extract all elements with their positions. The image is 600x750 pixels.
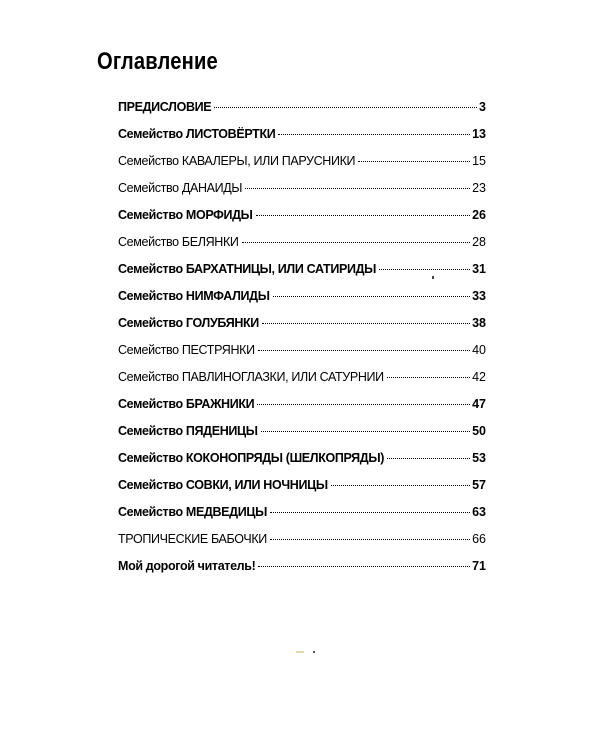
toc-entry-label: Мой дорогой читатель! (118, 559, 256, 573)
dot-leader (262, 323, 470, 324)
toc-entry-page: 23 (472, 181, 486, 195)
dot-leader (242, 242, 471, 243)
toc-entry (118, 100, 486, 127)
dot-leader (214, 107, 477, 108)
toc-entry (118, 127, 486, 154)
toc-entry-page: 13 (472, 127, 486, 141)
toc-entry (118, 532, 486, 559)
dot-leader (387, 377, 470, 378)
dot-leader (387, 458, 470, 459)
toc-entry-page: 15 (472, 154, 486, 168)
toc-entry (118, 235, 486, 262)
toc-entry-page: 57 (472, 478, 486, 492)
dot-leader (261, 431, 470, 432)
toc-entry-label: Семейство БАРХАТНИЦЫ, ИЛИ САТИРИДЫ (118, 262, 377, 276)
toc-entry-page: 71 (472, 559, 486, 573)
toc-entry (118, 343, 486, 370)
toc-entry (118, 208, 486, 235)
table-of-contents (118, 100, 486, 586)
toc-entry-label: ПРЕДИСЛОВИЕ (118, 100, 212, 114)
dot-leader (258, 350, 470, 351)
toc-entry-page: 31 (472, 262, 486, 276)
print-speck (313, 651, 315, 653)
toc-entry (118, 559, 486, 586)
toc-entry-label: Семейство ГОЛУБЯНКИ (118, 316, 259, 330)
toc-entry-page: 33 (472, 289, 486, 303)
toc-entry (118, 289, 486, 316)
toc-entry (118, 181, 486, 208)
toc-entry-page: 26 (472, 208, 486, 222)
dot-leader (245, 188, 470, 189)
toc-entry-label: Семейство ПЕСТРЯНКИ (118, 343, 255, 357)
toc-entry-page: 3 (479, 100, 486, 114)
dot-leader (258, 566, 470, 567)
toc-entry-page: 42 (472, 370, 486, 384)
toc-entry (118, 505, 486, 532)
dot-leader (273, 296, 470, 297)
dot-leader (358, 161, 470, 162)
print-speck (296, 651, 304, 653)
page-title: Оглавление (97, 48, 218, 75)
toc-entry-page: 40 (472, 343, 486, 357)
toc-entry-label: Семейство ДАНАИДЫ (118, 181, 243, 195)
toc-entry-page: 53 (472, 451, 486, 465)
toc-entry (118, 316, 486, 343)
dot-leader (257, 404, 470, 405)
toc-entry-label: Семейство НИМФАЛИДЫ (118, 289, 270, 303)
toc-entry-page: 47 (472, 397, 486, 411)
toc-entry-label: Семейство ПЯДЕНИЦЫ (118, 424, 258, 438)
dot-leader (331, 485, 470, 486)
dot-leader (379, 269, 470, 270)
dot-leader (270, 512, 470, 513)
toc-entry-page: 28 (472, 235, 486, 249)
toc-entry-label: Семейство КАВАЛЕРЫ, ИЛИ ПАРУСНИКИ (118, 154, 356, 168)
toc-entry (118, 370, 486, 397)
toc-entry-label: Семейство КОКОНОПРЯДЫ (ШЕЛКОПРЯДЫ) (118, 451, 385, 465)
print-speck (432, 276, 434, 279)
toc-entry-page: 38 (472, 316, 486, 330)
dot-leader (270, 539, 470, 540)
toc-entry-page: 50 (472, 424, 486, 438)
toc-entry-label: Семейство БРАЖНИКИ (118, 397, 255, 411)
toc-entry-label: Семейство ПАВЛИНОГЛАЗКИ, ИЛИ САТУРНИИ (118, 370, 384, 384)
toc-entry-label: Семейство МЕДВЕДИЦЫ (118, 505, 268, 519)
toc-entry-label: ТРОПИЧЕСКИЕ БАБОЧКИ (118, 532, 267, 546)
toc-entry (118, 397, 486, 424)
toc-entry-page: 63 (472, 505, 486, 519)
dot-leader (278, 134, 470, 135)
toc-entry (118, 451, 486, 478)
toc-entry (118, 424, 486, 451)
toc-entry-label: Семейство СОВКИ, ИЛИ НОЧНИЦЫ (118, 478, 328, 492)
dot-leader (256, 215, 471, 216)
toc-entry-label: Семейство ЛИСТОВЁРТКИ (118, 127, 276, 141)
toc-entry-label: Семейство БЕЛЯНКИ (118, 235, 239, 249)
toc-entry-page: 66 (472, 532, 486, 546)
toc-entry (118, 478, 486, 505)
toc-entry (118, 154, 486, 181)
toc-entry (118, 262, 486, 289)
toc-entry-label: Семейство МОРФИДЫ (118, 208, 253, 222)
